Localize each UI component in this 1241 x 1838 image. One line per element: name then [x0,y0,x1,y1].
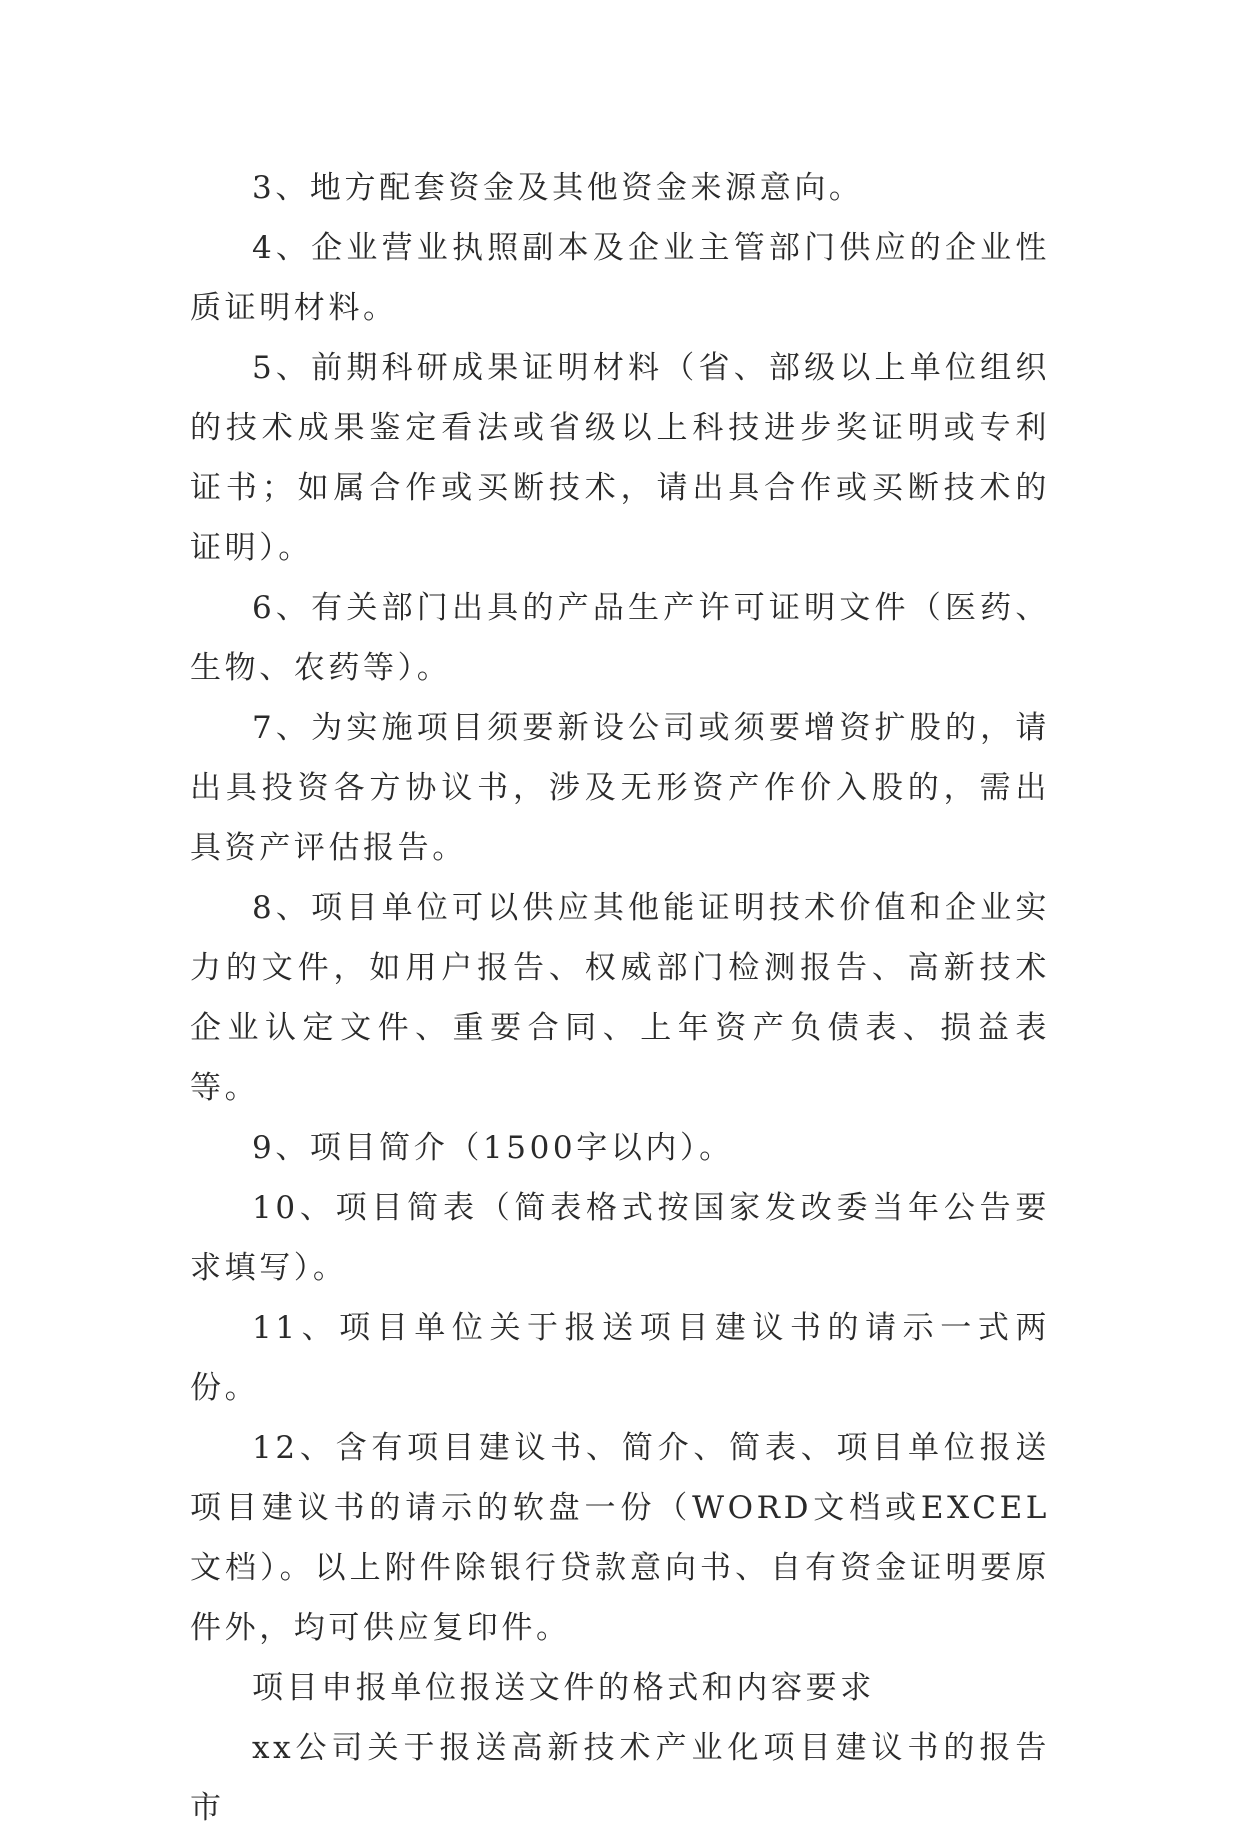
document-body [190,158,1050,1838]
paragraph-item-6: 6、有关部门出具的产品生产许可证明文件（医药、生物、农药等）。 [190,590,1050,686]
report-title-line: xx公司关于报送高新技术产业化项目建议书的报告市 [190,1730,1050,1826]
paragraph-item-8: 8、项目单位可以供应其他能证明技术价值和企业实力的文件，如用户报告、权威部门检测报告、高新技术企业认定文件、重要合同、上年资产负债表、损益表等。 [190,890,1050,1106]
paragraph-item-3: 3、地方配套资金及其他资金来源意向。 [252,170,864,206]
section-heading: 项目申报单位报送文件的格式和内容要求 [252,1670,875,1706]
paragraph-item-7: 7、为实施项目须要新设公司或须要增资扩股的，请出具投资各方协议书，涉及无形资产作价入股的，需出具资产评估报告。 [190,710,1050,866]
paragraph-item-11: 11、项目单位关于报送项目建议书的请示一式两份。 [190,1310,1050,1406]
paragraph-item-4: 4、企业营业执照副本及企业主管部门供应的企业性质证明材料。 [190,230,1050,326]
paragraph-item-9: 9、项目简介（1500字以内）。 [252,1130,734,1166]
paragraph-item-5: 5、前期科研成果证明材料（省、部级以上单位组织的技术成果鉴定看法或省级以上科技进步奖证明或专利证书；如属合作或买断技术，请出具合作或买断技术的证明）。 [190,350,1050,566]
paragraph-item-10: 10、项目简表（简表格式按国家发改委当年公告要求填写）。 [190,1190,1050,1286]
paragraph-item-12: 12、含有项目建议书、简介、简表、项目单位报送项目建议书的请示的软盘一份（WORD文档或EXCEL文档）。以上附件除银行贷款意向书、自有资金证明要原件外，均可供应复印件。 [190,1430,1050,1646]
